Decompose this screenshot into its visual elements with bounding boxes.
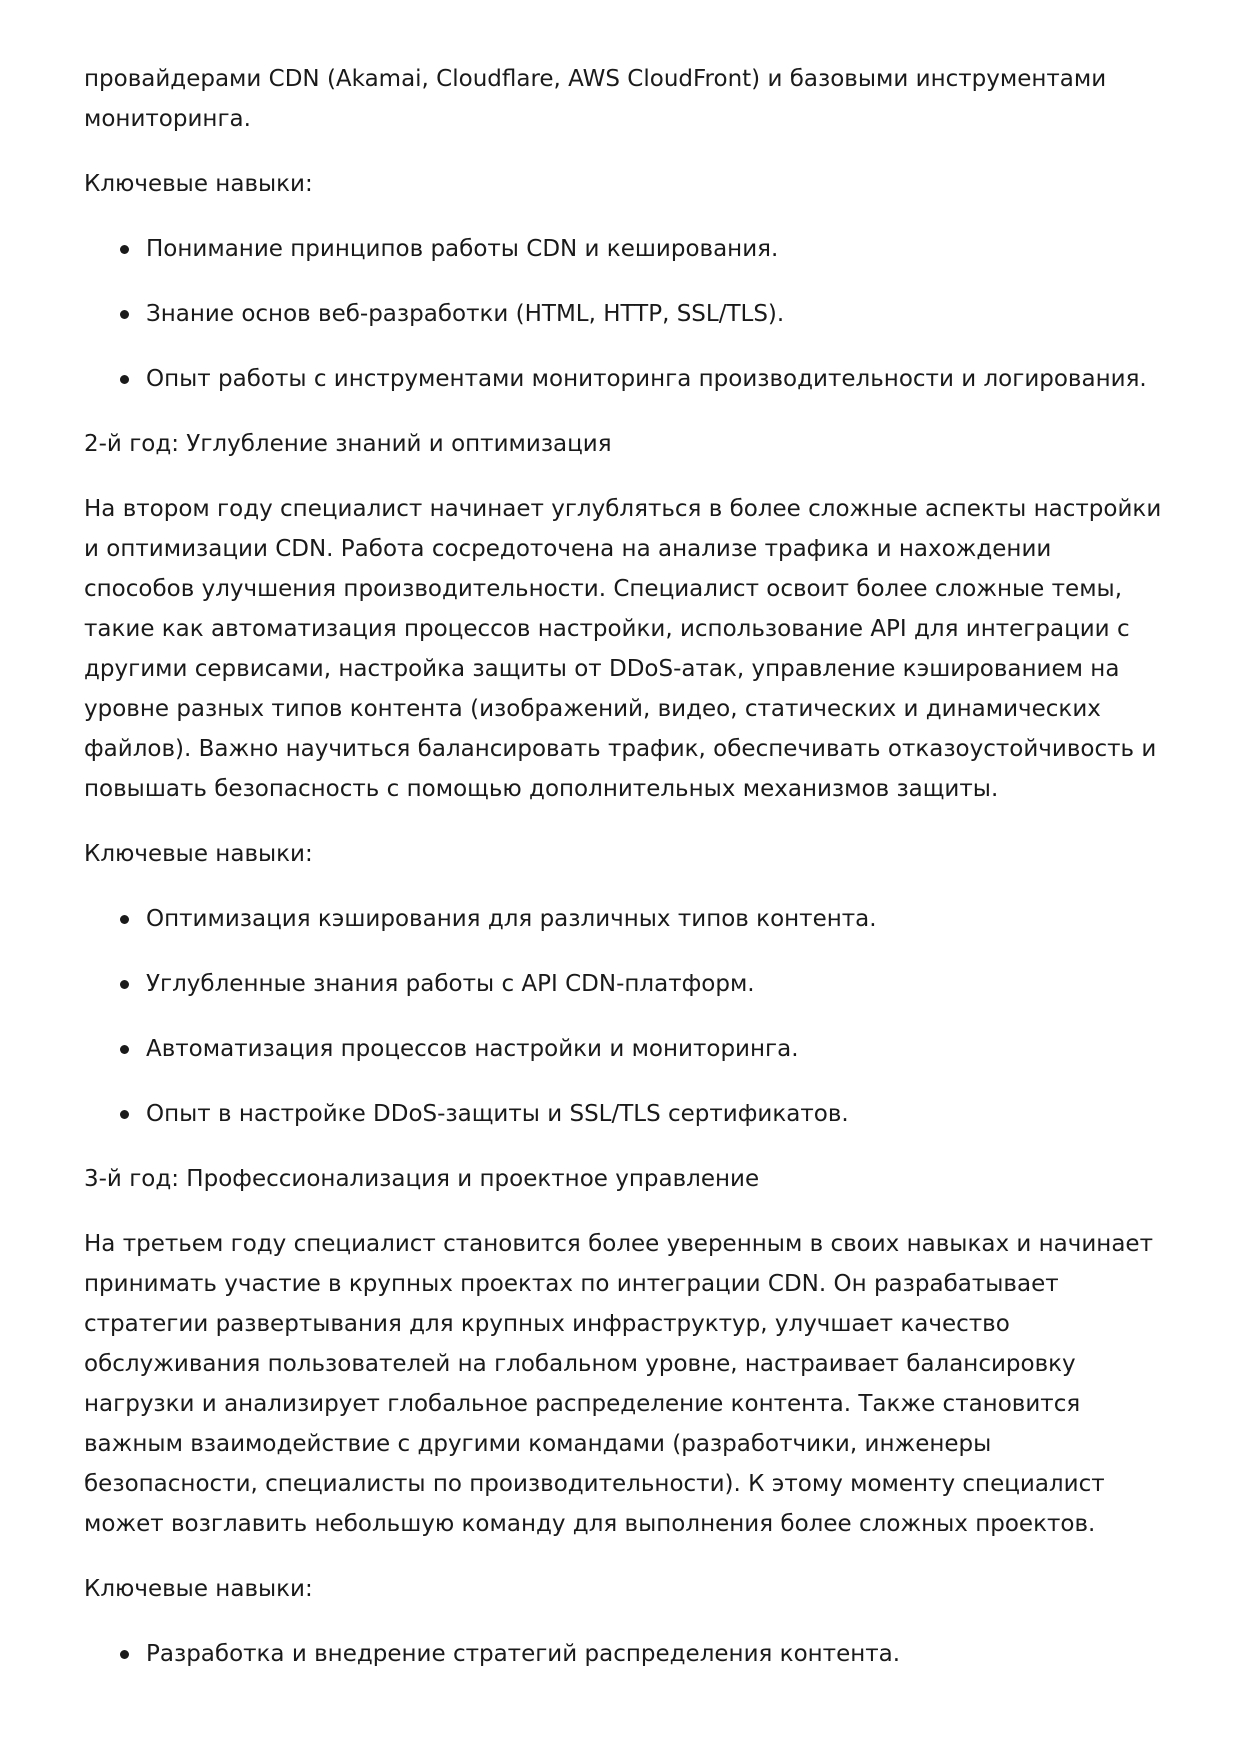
list-item — [84, 1634, 1164, 1674]
bullet-icon — [120, 1110, 129, 1119]
list-item-text: Разработка и внедрение стратегий распределения контента. — [146, 1641, 901, 1667]
list-item — [84, 964, 1164, 1004]
intro-paragraph: провайдерами CDN (Akamai, Cloudflare, AWS CloudFront) и базовыми инструментами мониторинга. — [84, 66, 1107, 132]
list-item-text: Опыт в настройке DDoS-защиты и SSL/TLS сертификатов. — [146, 1101, 849, 1127]
bullet-icon — [120, 310, 129, 319]
list-item-text: Оптимизация кэширования для различных типов контента. — [146, 906, 877, 932]
list-item — [84, 229, 1164, 269]
key-skills-label: Ключевые навыки: — [84, 841, 313, 867]
list-item-text: Понимание принципов работы CDN и кеширования. — [146, 236, 779, 262]
list-item — [84, 1029, 1164, 1069]
list-item-text: Опыт работы с инструментами мониторинга производительности и логирования. — [146, 366, 1147, 392]
section-heading-year2: 2-й год: Углубление знаний и оптимизация — [84, 431, 612, 457]
document-page — [84, 59, 1164, 1699]
key-skills-label: Ключевые навыки: — [84, 171, 313, 197]
key-skills-label: Ключевые навыки: — [84, 1576, 313, 1602]
skills-list — [84, 1634, 1164, 1674]
bullet-icon — [120, 375, 129, 384]
paragraph-year2: На втором году специалист начинает углубляться в более сложные аспекты настройки и оптимизации CDN. Работа сосредоточена на анализе трафика и нахождении способов улучшения производительности. Специалист освоит более сложные темы, такие как автоматизация процессов настройки, использование API для интеграции с другими сервисами, настройка защиты от DDoS-атак, управление кэшированием на уровне разных типов контента (изображений, видео, статических и динамических файлов). Важно научиться балансировать трафик, обеспечивать отказоустойчивость и повышать безопасность с помощью дополнительных механизмов защиты. — [84, 496, 1162, 802]
skills-list — [84, 899, 1164, 1134]
bullet-icon — [120, 980, 129, 989]
bullet-icon — [120, 245, 129, 254]
list-item — [84, 1094, 1164, 1134]
skills-list — [84, 229, 1164, 399]
list-item-text: Автоматизация процессов настройки и мониторинга. — [146, 1036, 799, 1062]
list-item-text: Знание основ веб-разработки (HTML, HTTP, SSL/TLS). — [146, 301, 785, 327]
section-heading-year3: 3-й год: Профессионализация и проектное управление — [84, 1166, 760, 1192]
bullet-icon — [120, 1045, 129, 1054]
list-item-text: Углубленные знания работы с API CDN-платформ. — [146, 971, 755, 997]
bullet-icon — [120, 915, 129, 924]
bullet-icon — [120, 1650, 129, 1659]
list-item — [84, 294, 1164, 334]
list-item — [84, 899, 1164, 939]
paragraph-year3: На третьем году специалист становится более уверенным в своих навыках и начинает принимать участие в крупных проектах по интеграции CDN. Он разрабатывает стратегии развертывания для крупных инфраструктур, улучшает качество обслуживания пользователей на глобальном уровне, настраивает балансировку нагрузки и анализирует глобальное распределение контента. Также становится важным взаимодействие с другими командами (разработчики, инженеры безопасности, специалисты по производительности). К этому моменту специалист может возглавить небольшую команду для выполнения более сложных проектов. — [84, 1231, 1153, 1537]
list-item — [84, 359, 1164, 399]
